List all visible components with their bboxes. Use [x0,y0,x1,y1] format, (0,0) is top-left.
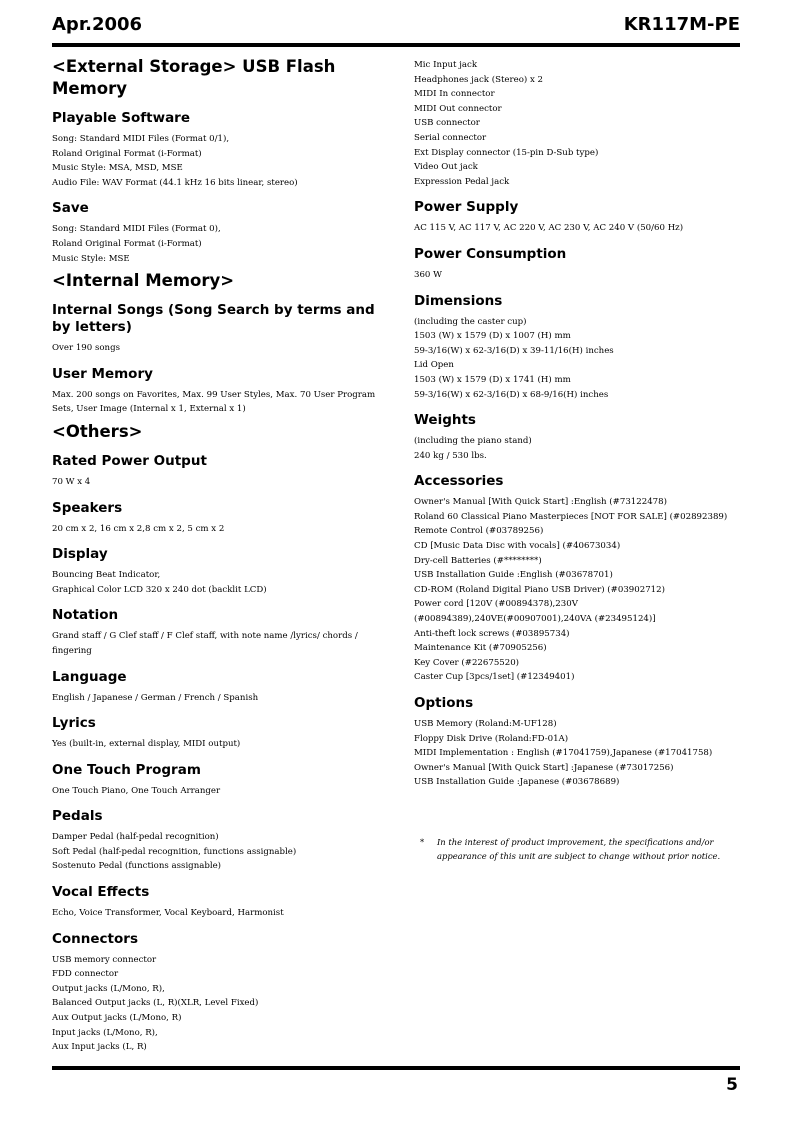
spec-heading-accessories: Accessories [414,473,504,490]
spec-text [52,691,382,706]
spec-line: Audio File: WAV Format (44.1 kHz 16 bits linear, stereo) [52,177,298,188]
section-title-internal-memory: <Internal Memory> [52,271,235,291]
section-title-external-storage-usb-flash-memory: <External Storage> USB Flash Memory [52,57,336,98]
spec-line: Damper Pedal (half-pedal recognition) [52,832,219,843]
spec-heading-rated-power-output: Rated Power Output [52,452,207,469]
spec-heading-weights: Weights [414,412,476,429]
spec-heading-save: Save [52,200,89,217]
spec-line: USB connector [414,118,480,129]
spec-line: English / Japanese / German / French / Spanish [52,692,259,703]
spec-text [52,953,382,1055]
spec-text [52,568,382,597]
spec-line: Sostenuto Pedal (functions assignable) [52,861,222,872]
spec-line: Song: Standard MIDI Files (Format 0/1), [52,134,230,144]
spec-line: Echo, Voice Transformer, Vocal Keyboard, Harmonist [52,908,284,919]
page-number: 5 [726,1075,738,1095]
spec-line: Owner's Manual [With Quick Start] :Japanese (#73017256) [414,762,674,773]
spec-text [52,222,382,266]
spec-heading-playable-software: Playable Software [52,110,190,126]
spec-line: 59-3/16(W) x 62-3/16(D) x 68-9/16(H) inches [414,389,609,400]
footnote-marker: * [420,837,425,847]
spec-line: 1503 (W) x 1579 (D) x 1741 (H) mm [414,374,571,385]
spec-text [414,268,744,283]
spec-heading-power-consumption: Power Consumption [414,245,567,262]
left-column [52,52,382,1055]
spec-text [52,629,382,658]
spec-line: Max. 200 songs on Favorites, Max. 99 User Styles, Max. 70 User Program Sets, User Image (Internal x 1, External x 1) [52,389,376,415]
spec-line: Music Style: MSE [52,253,130,264]
spec-line: Anti-theft lock screws (#03895734) [414,628,570,639]
spec-heading-pedals: Pedals [52,808,103,825]
spec-text [414,315,744,403]
spec-line: 20 cm x 2, 16 cm x 2,8 cm x 2, 5 cm x 2 [52,523,225,534]
footnote [420,836,740,863]
spec-line: 70 W x 4 [52,476,91,487]
spec-line: Soft Pedal (half-pedal recognition, functions assignable) [52,846,297,857]
spec-line: USB Memory (Roland:M-UF128) [414,719,557,729]
spec-heading-internal-songs-song-search-by-terms-and-by-letters: Internal Songs (Song Search by terms and by letters) [52,302,375,336]
spec-line: Roland 60 Classical Piano Masterpieces [NOT FOR SALE] (#02892389) [414,511,728,522]
spec-heading-vocal-effects: Vocal Effects [52,884,150,901]
spec-line: MIDI In connector [414,89,495,100]
spec-text [414,58,744,189]
spec-line: Input jacks (L/Mono, R), [52,1027,158,1038]
spec-text [414,221,744,236]
header-model: KR117M-PE [623,14,740,35]
spec-line: Roland Original Format (i-Format) [52,148,202,159]
header-rule [52,43,740,47]
spec-text [52,475,382,490]
spec-line: Bouncing Beat Indicator, [52,570,161,581]
page-header [52,14,740,38]
spec-heading-user-memory: User Memory [52,365,153,382]
spec-text [52,341,382,356]
spec-line: USB memory connector [52,954,157,965]
spec-line: One Touch Piano, One Touch Arranger [52,785,221,796]
spec-line: Music Style: MSA, MSD, MSE [52,163,183,174]
spec-line: MIDI Implementation : English (#17041759),Japanese (#17041758) [414,748,713,759]
spec-heading-speakers: Speakers [52,499,123,516]
spec-line: Output jacks (L/Mono, R), [52,983,165,994]
spec-line: Video Out jack [414,162,478,173]
spec-line: 360 W [414,269,442,280]
spec-line: Grand staff / G Clef staff / F Clef staff, with note name /lyrics/ chords / fingering [52,631,358,656]
spec-text [414,434,744,463]
spec-line: CD [Music Data Disc with vocals] (#40673034) [414,541,621,552]
spec-line: Floppy Disk Drive (Roland:FD-01A) [414,733,569,744]
spec-text [414,495,744,685]
spec-line: Caster Cup [3pcs/1set] (#12349401) [414,672,575,683]
spec-heading-notation: Notation [52,607,119,624]
spec-heading-connectors: Connectors [52,930,138,947]
spec-line: Expression Pedal jack [414,176,510,187]
spec-line: Graphical Color LCD 320 x 240 dot (backlit LCD) [52,584,267,595]
spec-line: Lid Open [414,360,454,371]
spec-text [52,132,382,190]
spec-text [52,388,382,417]
spec-heading-display: Display [52,546,108,563]
spec-text [414,717,744,790]
spec-line: Aux Output jacks (L/Mono, R) [52,1013,182,1024]
spec-line: 1503 (W) x 1579 (D) x 1007 (H) mm [414,331,571,342]
spec-line: Serial connector [414,132,487,143]
spec-heading-power-supply: Power Supply [414,199,519,216]
spec-line: USB Installation Guide :English (#03678701) [414,570,613,581]
spec-line: Mic Input jack [414,60,478,70]
spec-line: 240 kg / 530 lbs. [414,450,487,461]
spec-line: Remote Control (#03789256) [414,526,544,537]
section-title-others: <Others> [52,421,143,441]
spec-text [52,737,382,752]
spec-text [52,522,382,537]
spec-line: Yes (built-in, external display, MIDI output) [52,739,241,750]
spec-heading-options: Options [414,695,474,711]
spec-line: Aux Input jacks (L, R) [52,1042,147,1053]
spec-heading-language: Language [52,668,127,685]
spec-line: AC 115 V, AC 117 V, AC 220 V, AC 230 V, AC 240 V (50/60 Hz) [414,223,684,234]
spec-line: Key Cover (#22675520) [414,657,520,668]
footer-rule [52,1066,740,1070]
spec-text [52,906,382,921]
spec-line: FDD connector [52,969,119,980]
right-column [414,58,744,790]
spec-line: (including the caster cup) [414,316,527,327]
spec-line: Song: Standard MIDI Files (Format 0), [52,224,221,235]
spec-line: Headphones jack (Stereo) x 2 [414,74,543,85]
spec-line: Over 190 songs [52,343,120,354]
spec-heading-dimensions: Dimensions [414,292,503,309]
header-date: Apr.2006 [52,14,143,35]
spec-line: Owner's Manual [With Quick Start] :English (#73122478) [414,497,667,508]
spec-line: Power cord [120V (#00894378),230V (#00894389),240VE(#00907001),240VA (#23495124)] [414,599,656,625]
spec-line: Maintenance Kit (#70905256) [414,643,547,654]
footnote-text: In the interest of product improvement, the specifications and/or appearance of this unit are subject to change without prior notice. [437,837,721,861]
spec-line: MIDI Out connector [414,103,502,114]
spec-line: CD-ROM (Roland Digital Piano USB Driver) (#03902712) [414,584,665,595]
spec-heading-one-touch-program: One Touch Program [52,761,201,778]
spec-text [52,830,382,874]
spec-line: Dry-cell Batteries (#********) [414,555,542,566]
spec-line: (including the piano stand) [414,436,532,447]
spec-line: Roland Original Format (i-Format) [52,238,202,249]
spec-heading-lyrics: Lyrics [52,715,96,732]
spec-line: USB Installation Guide :Japanese (#03678689) [414,777,620,788]
spec-line: Ext Display connector (15-pin D-Sub type) [414,147,599,158]
spec-text [52,784,382,799]
spec-line: 59-3/16(W) x 62-3/16(D) x 39-11/16(H) inches [414,345,614,356]
spec-line: Balanced Output jacks (L, R)(XLR, Level Fixed) [52,998,259,1009]
